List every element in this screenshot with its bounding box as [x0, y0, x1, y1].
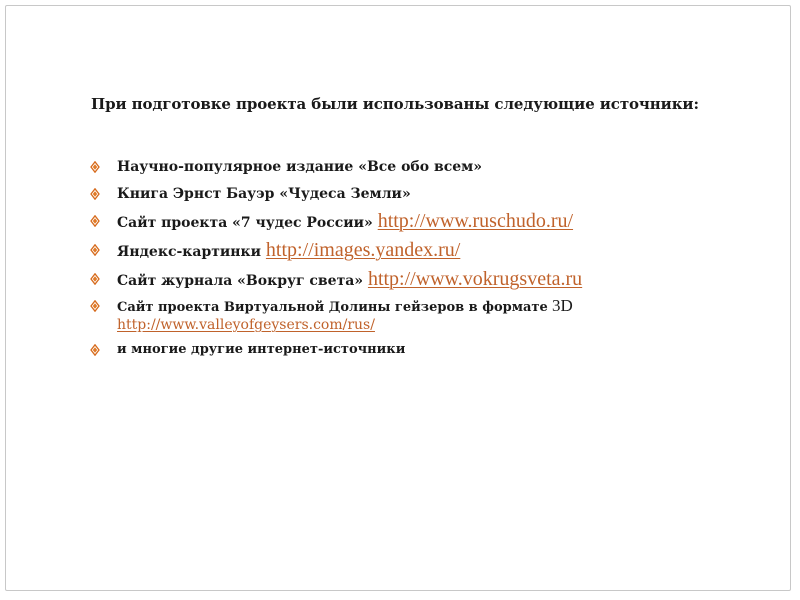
orange-diamond-bullet-icon — [90, 344, 100, 356]
orange-diamond-bullet-icon — [90, 188, 100, 200]
source-text: Сайт журнала «Вокруг света» — [117, 273, 368, 289]
source-text: Сайт проекта Виртуальной Долины гейзеров в формате — [117, 300, 548, 315]
source-text: Научно-популярное издание «Все обо всем» — [117, 159, 483, 175]
list-item — [90, 342, 780, 358]
source-text: Книга Эрнст Бауэр «Чудеса Земли» — [117, 186, 411, 202]
orange-diamond-bullet-icon — [90, 300, 100, 312]
list-item — [90, 240, 780, 262]
orange-diamond-bullet-icon — [90, 273, 100, 285]
sources-list — [90, 157, 780, 366]
orange-diamond-bullet-icon — [90, 161, 100, 173]
orange-diamond-bullet-icon — [90, 215, 100, 227]
source-text-tail: 3D — [547, 296, 573, 315]
yandex-images-link[interactable]: http://images.yandex.ru/ — [265, 239, 461, 261]
slide-heading: При подготовке проекта были использованы следующие источники: — [91, 95, 699, 113]
list-item — [90, 184, 780, 204]
list-item — [90, 269, 780, 291]
source-text: Яндекс-картинки — [117, 244, 266, 260]
list-item — [90, 298, 780, 334]
list-item — [90, 157, 780, 177]
source-text: и многие другие интернет-источники — [117, 342, 406, 357]
orange-diamond-bullet-icon — [90, 244, 100, 256]
list-item — [90, 211, 780, 233]
valleyofgeysers-link[interactable]: http://www.valleyofgeysers.com/rus/ — [117, 317, 375, 333]
ruschudo-link[interactable]: http://www.ruschudo.ru/ — [377, 210, 574, 232]
vokrugsveta-link[interactable]: http://www.vokrugsveta.ru — [367, 268, 583, 290]
source-text: Сайт проекта «7 чудес России» — [117, 215, 378, 231]
